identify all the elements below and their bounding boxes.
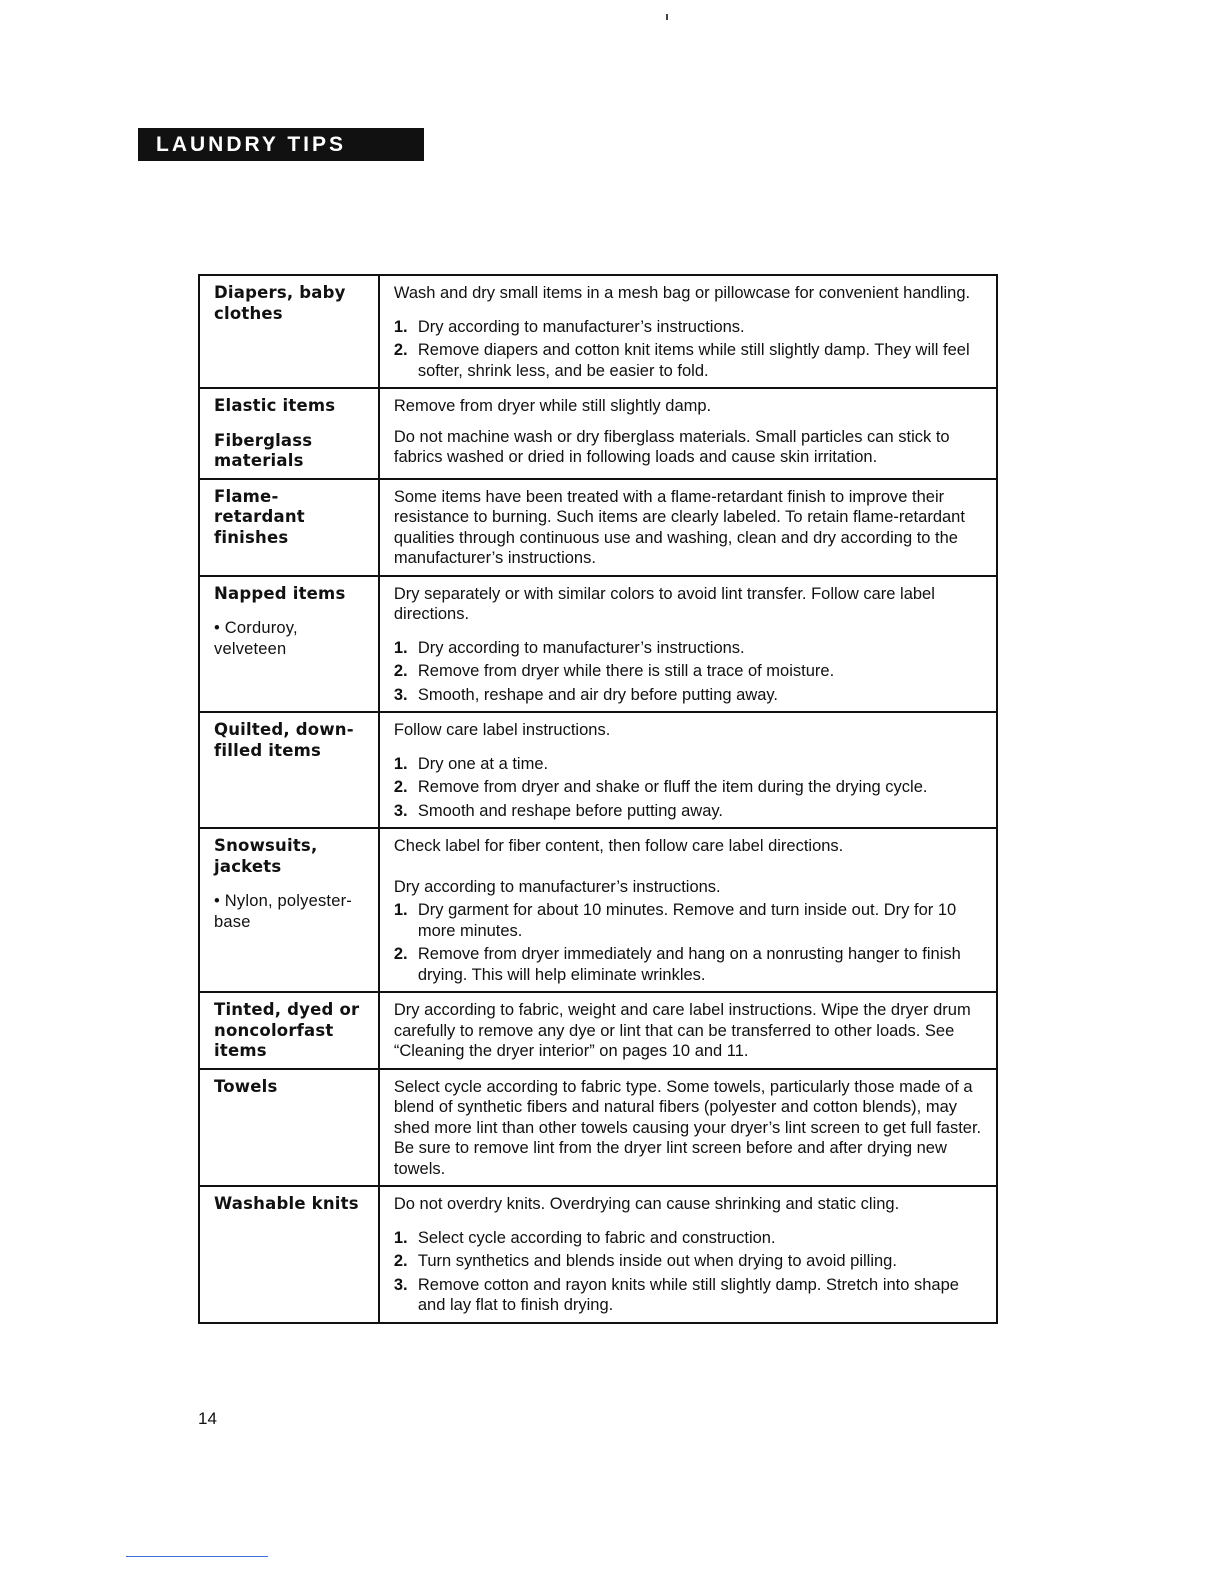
instruction-paragraph: Select cycle according to fabric type. Some towels, particularly those made of a blend of synthetic fibers and natural fibers (polyester and cotton blends), may shed more lint than other towels causing your dryer’s lint screen to get full faster. Be sure to remove lint from the dryer lint screen before and after drying new towels. bbox=[393, 1077, 982, 1178]
step-number: 2. bbox=[393, 662, 408, 680]
fabric-sublabel: • Corduroy, velveteen bbox=[214, 619, 298, 658]
step-text: Remove from dryer and shake or fluff the item during the drying cycle. bbox=[417, 778, 928, 796]
instruction-paragraph: Follow care label instructions. bbox=[393, 721, 611, 739]
step-text: Smooth, reshape and air dry before putting away. bbox=[417, 685, 779, 704]
fabric-label-cell bbox=[199, 712, 379, 828]
step-text: Remove from dryer while there is still a trace of moisture. bbox=[417, 662, 835, 680]
fabric-label-cell bbox=[199, 992, 379, 1069]
step-text: Select cycle according to fabric and construction. bbox=[417, 1228, 776, 1247]
step-text: Dry according to manufacturer’s instructions. bbox=[417, 317, 745, 336]
instruction-step bbox=[394, 754, 982, 775]
fabric-sublabel: • Nylon, polyester-base bbox=[214, 892, 352, 931]
instruction-step bbox=[394, 777, 982, 798]
fabric-label-cell bbox=[199, 576, 379, 713]
fabric-label: Flame-retardant finishes bbox=[214, 486, 305, 547]
page-number: 14 bbox=[198, 1409, 217, 1428]
tip-row bbox=[199, 992, 997, 1069]
instructions-cell bbox=[379, 712, 997, 828]
step-number: 2. bbox=[393, 1252, 408, 1270]
instructions-cell bbox=[379, 1186, 997, 1323]
step-number: 1. bbox=[393, 754, 408, 773]
section-banner: LAUNDRY TIPS bbox=[138, 128, 424, 161]
instruction-step bbox=[394, 900, 982, 941]
fabric-label: Elastic items bbox=[214, 396, 336, 415]
step-number: 2. bbox=[393, 945, 408, 963]
step-text: Remove cotton and rayon knits while still slightly damp. Stretch into shape and lay flat to finish drying. bbox=[417, 1275, 959, 1314]
step-number: 3. bbox=[393, 1275, 408, 1294]
instruction-step bbox=[394, 1251, 982, 1272]
fabric-label: Snowsuits, jackets bbox=[214, 836, 318, 876]
fabric-label: Tinted, dyed or noncolorfast items bbox=[214, 1000, 360, 1060]
fabric-label: Towels bbox=[214, 1076, 278, 1096]
instruction-paragraph: Do not overdry knits. Overdrying can cause shrinking and static cling. bbox=[393, 1195, 900, 1213]
fabric-label: Quilted, down-filled items bbox=[214, 720, 354, 760]
fabric-label-cell bbox=[199, 1186, 379, 1323]
fabric-label-cell bbox=[199, 275, 379, 388]
fabric-label-cell bbox=[199, 828, 379, 992]
fabric-label: Napped items bbox=[214, 583, 346, 603]
instruction-paragraph: Dry according to manufacturer’s instructions. bbox=[393, 877, 721, 896]
instructions-cell bbox=[379, 828, 997, 992]
fabric-label-cell bbox=[199, 1069, 379, 1187]
step-number: 3. bbox=[393, 685, 408, 704]
step-number: 1. bbox=[393, 638, 408, 657]
instructions-cell bbox=[379, 1069, 997, 1187]
instruction-paragraph: Dry according to fabric, weight and care label instructions. Wipe the dryer drum carefully to remove any dye or lint that can be transferred to other loads. See “Cleaning the dryer interior” on pages 10 and 11. bbox=[393, 1001, 971, 1060]
instructions-cell bbox=[379, 479, 997, 576]
step-number: 1. bbox=[393, 901, 408, 919]
instruction-step bbox=[394, 661, 982, 682]
step-text: Dry according to manufacturer’s instructions. bbox=[417, 638, 745, 657]
tips-table-body bbox=[199, 275, 997, 1323]
instruction-paragraph: Wash and dry small items in a mesh bag or pillowcase for convenient handling. bbox=[393, 284, 971, 302]
step-number: 2. bbox=[393, 341, 408, 359]
step-text: Smooth and reshape before putting away. bbox=[417, 801, 724, 820]
tip-row bbox=[199, 275, 997, 388]
instructions-cell bbox=[379, 992, 997, 1069]
tip-row bbox=[199, 388, 997, 479]
fabric-label: Washable knits bbox=[214, 1194, 359, 1213]
tip-row bbox=[199, 576, 997, 713]
fabric-label: Fiberglass materials bbox=[214, 430, 313, 470]
instructions-cell bbox=[379, 388, 997, 479]
instruction-paragraph: Remove from dryer while still slightly damp. bbox=[393, 397, 712, 415]
step-text: Remove from dryer immediately and hang on a nonrusting hanger to finish drying. This will help eliminate wrinkles. bbox=[417, 945, 961, 984]
instruction-paragraph: Dry separately or with similar colors to avoid lint transfer. Follow care label directions. bbox=[393, 584, 935, 623]
step-number: 3. bbox=[393, 801, 408, 820]
instruction-paragraph: Check label for fiber content, then follow care label directions. bbox=[393, 837, 844, 855]
tip-row bbox=[199, 712, 997, 828]
step-text: Turn synthetics and blends inside out when drying to avoid pilling. bbox=[417, 1252, 897, 1270]
step-text: Remove diapers and cotton knit items while still slightly damp. They will feel softer, shrink less, and be easier to fold. bbox=[417, 341, 970, 380]
step-number: 1. bbox=[393, 317, 408, 336]
instructions-cell bbox=[379, 275, 997, 388]
instruction-step bbox=[394, 685, 982, 706]
instruction-step bbox=[394, 340, 982, 381]
instructions-cell bbox=[379, 576, 997, 713]
instruction-step bbox=[394, 801, 982, 822]
instruction-step bbox=[394, 944, 982, 985]
tip-row bbox=[199, 479, 997, 576]
instruction-paragraph: Some items have been treated with a flame-retardant finish to improve their resistance to burning. Such items are clearly labeled. To retain flame-retardant qualities through continuous use and washing, clean and dry according to the manufacturer’s instructions. bbox=[393, 487, 965, 567]
tip-row bbox=[199, 1069, 997, 1187]
instruction-paragraph: Do not machine wash or dry fiberglass materials. Small particles can stick to fabrics washed or dried in following loads and cause skin irritation. bbox=[393, 427, 950, 466]
laundry-tips-table bbox=[198, 274, 998, 1324]
step-text: Dry one at a time. bbox=[417, 754, 549, 773]
fabric-label-cell bbox=[199, 479, 379, 576]
tip-row bbox=[199, 828, 997, 992]
instruction-step bbox=[394, 638, 982, 659]
fabric-label-cell bbox=[199, 388, 379, 479]
instruction-step bbox=[394, 1228, 982, 1249]
tip-row bbox=[199, 1186, 997, 1323]
instruction-step bbox=[394, 317, 982, 338]
scan-mark bbox=[666, 14, 668, 20]
step-number: 2. bbox=[393, 778, 408, 796]
step-text: Dry garment for about 10 minutes. Remove and turn inside out. Dry for 10 more minutes. bbox=[417, 901, 957, 940]
instruction-step bbox=[394, 1275, 982, 1316]
footer-rule bbox=[126, 1556, 268, 1557]
step-number: 1. bbox=[393, 1228, 408, 1247]
fabric-label: Diapers, baby clothes bbox=[214, 283, 346, 323]
